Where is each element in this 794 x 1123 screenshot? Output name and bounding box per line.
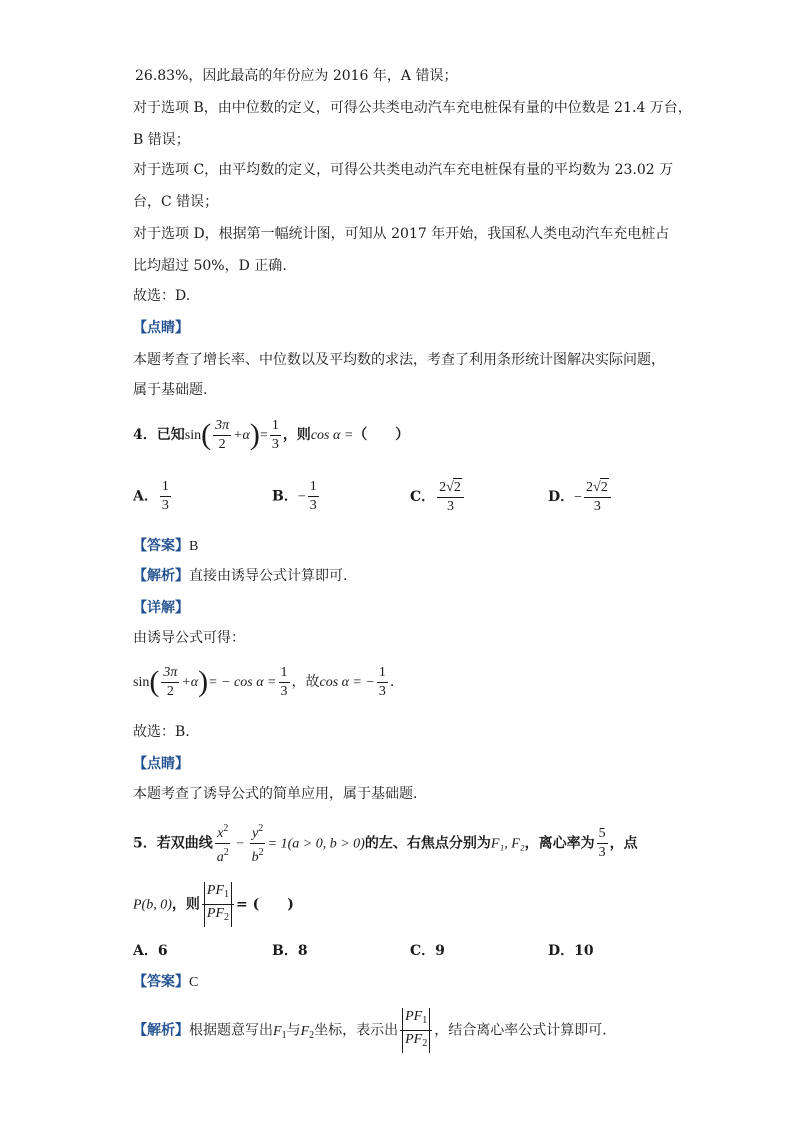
text-line: 比均超过 50%，D 正确. [133, 258, 287, 274]
option-a: A．6 [133, 943, 168, 959]
text-line: 台，C 错误； [133, 194, 219, 210]
section-tag-dianjing: 【点睛】 [133, 756, 189, 772]
question-4-stem: 4．已知sin( $\frac{3\pi}{2}$ +α)= $\frac{1}{3}$ ，则cos α =（ ） [133, 417, 410, 452]
text-line: 对于选项 B，由中位数的定义，可得公共类电动汽车充电桩保有量的中位数是 21.4 万台， [133, 100, 692, 116]
text-line: 故选：B. [133, 724, 190, 740]
fraction: $\frac{3\pi}{2}$ [215, 417, 230, 452]
analysis-line: 【解析】根据题意写出$F_1$与$F_2$坐标，表示出 $\frac{PF_1}{PF_2}$ ，结合离心率公式计算即可. [133, 1008, 607, 1056]
text-line: 由诱导公式可得： [133, 630, 245, 646]
text-line: B 错误； [133, 132, 190, 148]
detail-tag: 【详解】 [133, 600, 189, 616]
option-b: B．8 [272, 943, 308, 959]
text-line: 属于基础题. [133, 382, 208, 398]
equation-line: sin( $\frac{3\pi}{2}$ +α)= − cos α = $\frac{1}{3}$ ，故cos α = − $\frac{1}{3}$ . [133, 664, 395, 699]
text-line: 故选：D. [133, 288, 191, 304]
option-c: C．9 [410, 943, 445, 959]
answer-line: 【答案】B [133, 538, 199, 554]
analysis-tag: 【解析】 [133, 1022, 189, 1039]
paren-left: ( [201, 418, 212, 451]
option-b: B．− $\frac{1}{3}$ [272, 479, 317, 513]
text-line: 本题考查了增长率、中位数以及平均数的求法，考查了利用条形统计图解决实际问题， [133, 352, 665, 368]
question-number: 4．已知 [133, 427, 185, 443]
sin-fn: sin [184, 428, 202, 443]
text-line: 对于选项 D，根据第一幅统计图，可知从 2017 年开始，我国私人类电动汽车充电桩占 [133, 226, 670, 242]
option-d: D．10 [548, 943, 594, 959]
option-a: A． $\frac{1}{3}$ [133, 479, 169, 513]
answer-tag: 【答案】 [133, 538, 189, 554]
answer-line: 【答案】C [133, 974, 199, 990]
text-line: 对于选项 C，由平均数的定义，可得公共类电动汽车充电桩保有量的平均数为 23.02 万 [133, 162, 674, 178]
answer-tag: 【答案】 [133, 974, 189, 990]
analysis-line: 【解析】直接由诱导公式计算即可. [133, 568, 348, 584]
paren-right: ) [249, 418, 260, 451]
section-tag-dianjing: 【点睛】 [133, 320, 189, 336]
fraction: $\frac{1}{3}$ [271, 417, 279, 452]
question-number: 5．若双曲线 [133, 835, 213, 852]
text-line: 26.83%，因此最高的年份应为 2016 年，A 错误； [135, 68, 458, 84]
question-5-stem-2: P(b, 0)，则 $\frac{PF_1}{PF_2}$ = ( ) [133, 882, 294, 927]
text-line: 本题考查了诱导公式的简单应用，属于基础题. [133, 786, 418, 802]
option-d: D．− $\frac{2√2}{3}$ [548, 478, 613, 516]
option-c: C． $\frac{2√2}{3}$ [410, 478, 466, 516]
analysis-tag: 【解析】 [133, 568, 189, 584]
question-5-stem: 5．若双曲线 $\frac{x^2}{a^2}$ − $\frac{y^2}{b^2}$ = 1(a > 0, b > 0)的左、右焦点分别为F₁, F₂，离心率为 $\frac{5}{3}$ ，点 [133, 820, 638, 867]
